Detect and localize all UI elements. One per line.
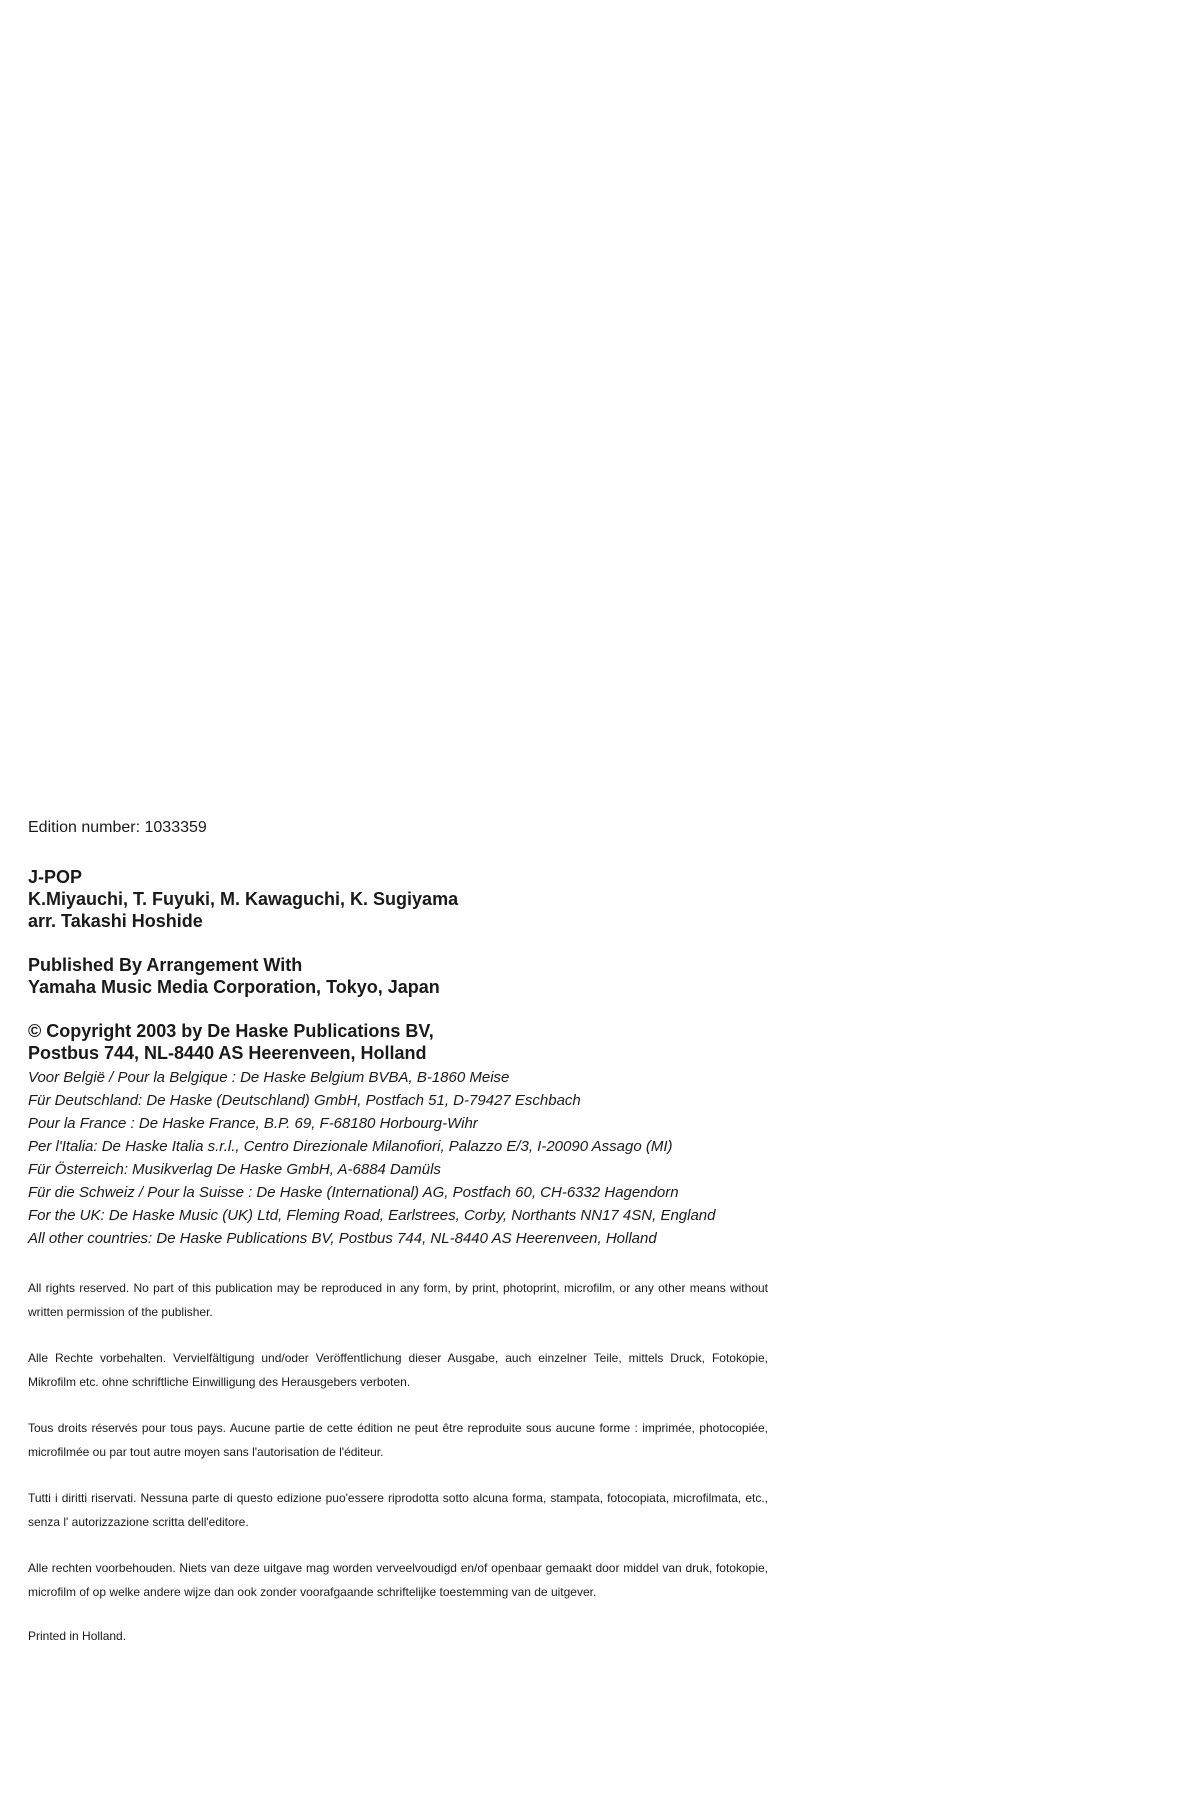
copyright-line-2: Postbus 744, NL-8440 AS Heerenveen, Holland [28,1043,427,1063]
rights-dutch: Alle rechten voorbehouden. Niets van deze uitgave mag worden verveelvoudigd en/of openbaar gemaakt door middel van druk, fotokopie, microfilm of op welke andere wijze dan ook zonder voorafgaande schriftelijke toestemming van de uitgever. [28,1561,768,1599]
rights-french: Tous droits réservés pour tous pays. Aucune partie de cette édition ne peut être reproduite sous aucune forme : imprimée, photocopiée, microfilmée ou par tout autre moyen sans l'autorisation de l'éditeur. [28,1421,768,1459]
distributor-italy: Per l'Italia: De Haske Italia s.r.l., Centro Direzionale Milanofiori, Palazzo E/3, I-20090 Assago (MI) [28,1138,673,1155]
publisher-line-2: Yamaha Music Media Corporation, Tokyo, Japan [28,977,440,997]
rights-german: Alle Rechte vorbehalten. Vervielfältigung und/oder Veröffentlichung dieser Ausgabe, auch einzelner Teile, mittels Druck, Fotokopie, Mikrofilm etc. ohne schriftliche Einwilligung des Herausgebers verboten. [28,1351,768,1389]
publisher-line-1: Published By Arrangement With [28,955,303,975]
distributor-switzerland: Für die Schweiz / Pour la Suisse : De Haske (International) AG, Postfach 60, CH-6332 Hagendorn [28,1184,679,1201]
edition-number: Edition number: 1033359 [28,819,207,836]
distributor-list [28,1066,768,1250]
composers: K.Miyauchi, T. Fuyuki, M. Kawaguchi, K. Sugiyama [28,889,459,909]
distributor-germany: Für Deutschland: De Haske (Deutschland) GmbH, Postfach 51, D-79427 Eschbach [28,1092,581,1109]
distributor-belgium: Voor België / Pour la Belgique : De Haske Belgium BVBA, B-1860 Meise [28,1069,510,1086]
distributor-france: Pour la France : De Haske France, B.P. 69, F-68180 Horbourg-Wihr [28,1115,478,1132]
arranger: arr. Takashi Hoshide [28,911,203,931]
work-title: J-POP [28,867,83,887]
printed-in: Printed in Holland. [28,1629,127,1643]
distributor-uk: For the UK: De Haske Music (UK) Ltd, Fleming Road, Earlstrees, Corby, Northants NN17 4SN, England [28,1207,716,1224]
rights-english: All rights reserved. No part of this publication may be reproduced in any form, by print, photoprint, microfilm, or any other means without written permission of the publisher. [28,1281,768,1319]
imprint-block [28,818,768,1646]
distributor-austria: Für Österreich: Musikverlag De Haske GmbH, A-6884 Damüls [28,1161,441,1178]
distributor-other: All other countries: De Haske Publications BV, Postbus 744, NL-8440 AS Heerenveen, Holland [28,1230,657,1247]
rights-italian: Tutti i diritti riservati. Nessuna parte di questo edizione puo'essere riprodotta sotto alcuna forma, stampata, fotocopiata, microfilmata, etc., senza l' autorizzazione scritta dell'editore. [28,1491,768,1529]
copyright-line-1: © Copyright 2003 by De Haske Publications BV, [28,1021,434,1041]
